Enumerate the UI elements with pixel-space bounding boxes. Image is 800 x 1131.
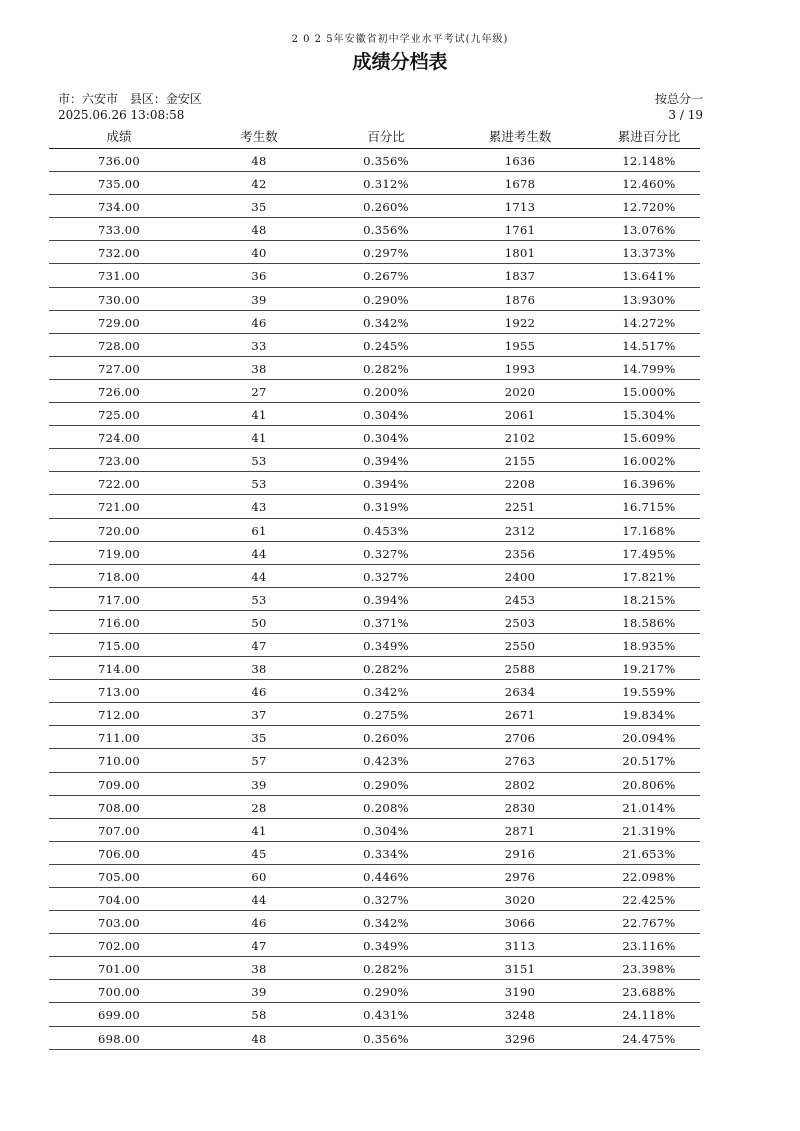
cell-score: 705.00: [97, 869, 141, 884]
cell-cumulative-percent: 18.586%: [622, 615, 676, 630]
cell-score: 717.00: [97, 592, 141, 607]
cell-cumulative-percent: 14.799%: [622, 361, 676, 376]
cell-score: 719.00: [97, 546, 141, 561]
cell-count: 40: [251, 246, 267, 261]
cell-percent: 0.290%: [363, 292, 409, 307]
cell-count: 47: [251, 638, 267, 653]
table-row: [49, 403, 700, 426]
cell-percent: 0.208%: [363, 800, 409, 815]
table-row: [49, 495, 700, 518]
table-row: [49, 542, 700, 565]
cell-score: 727.00: [97, 361, 141, 376]
cell-cumulative-percent: 22.098%: [622, 869, 676, 884]
cell-count: 48: [251, 154, 267, 168]
cell-cumulative-percent: 13.076%: [622, 223, 676, 238]
cell-cumulative-count: 2453: [504, 592, 536, 607]
cell-cumulative-count: 3151: [504, 962, 536, 977]
cell-cumulative-percent: 16.002%: [622, 454, 676, 469]
cell-cumulative-percent: 21.319%: [622, 823, 676, 838]
table-row: [49, 172, 700, 195]
cell-percent: 0.394%: [363, 592, 409, 607]
table-row: [49, 218, 700, 241]
table-row: [49, 934, 700, 957]
table-row: [49, 288, 700, 311]
cell-cumulative-percent: 19.217%: [622, 662, 676, 677]
cell-score: 698.00: [97, 1031, 141, 1046]
cell-percent: 0.245%: [363, 338, 409, 353]
cell-cumulative-percent: 18.215%: [622, 592, 676, 607]
cell-cumulative-count: 2976: [504, 869, 536, 884]
cell-score: 730.00: [97, 292, 141, 307]
cell-percent: 0.290%: [363, 985, 409, 1000]
cell-percent: 0.394%: [363, 477, 409, 492]
cell-count: 28: [251, 800, 267, 815]
table-row: [49, 888, 700, 911]
table-row: [49, 634, 700, 657]
cell-cumulative-percent: 13.641%: [622, 269, 676, 284]
cell-cumulative-percent: 22.425%: [622, 893, 676, 907]
cell-count: 58: [251, 1008, 267, 1023]
cell-percent: 0.356%: [363, 1031, 409, 1046]
cell-cumulative-count: 2503: [504, 615, 536, 630]
cell-cumulative-percent: 15.304%: [622, 408, 676, 423]
cell-score: 725.00: [97, 408, 141, 423]
cell-cumulative-count: 1955: [504, 338, 536, 353]
table-row: [49, 865, 700, 888]
cell-score: 701.00: [97, 962, 141, 977]
cell-cumulative-count: 2550: [504, 638, 536, 653]
cell-score: 706.00: [97, 846, 141, 861]
cell-score: 713.00: [97, 685, 141, 700]
cell-score: 712.00: [97, 708, 141, 723]
cell-cumulative-count: 1761: [504, 223, 536, 238]
cell-cumulative-percent: 20.517%: [622, 754, 676, 769]
table-row: [49, 842, 700, 865]
report-subtitle: 2 0 2 5年安徽省初中学业水平考试(九年级): [291, 34, 509, 45]
cell-score: 707.00: [97, 823, 141, 838]
cell-score: 735.00: [97, 177, 141, 192]
cell-count: 42: [251, 177, 267, 192]
cell-percent: 0.431%: [363, 1008, 409, 1023]
cell-score: 718.00: [97, 569, 141, 584]
cell-cumulative-count: 3066: [504, 916, 536, 931]
cell-cumulative-percent: 17.168%: [622, 523, 676, 538]
cell-score: 734.00: [97, 200, 141, 215]
table-row: [49, 311, 700, 334]
cell-cumulative-percent: 14.272%: [622, 315, 676, 330]
cell-score: 715.00: [97, 638, 141, 653]
table-row: [49, 149, 700, 172]
cell-cumulative-percent: 24.118%: [622, 1008, 676, 1023]
column-header-percent: 百分比: [367, 129, 405, 144]
cell-score: 708.00: [97, 800, 141, 815]
cell-cumulative-percent: 19.834%: [622, 708, 676, 723]
page-indicator: 3 / 19: [668, 108, 703, 122]
cell-cumulative-count: 1636: [504, 154, 536, 168]
cell-percent: 0.342%: [363, 315, 409, 330]
cell-percent: 0.356%: [363, 223, 409, 238]
table-row: [49, 726, 700, 749]
cell-cumulative-count: 2251: [504, 500, 536, 515]
cell-count: 61: [251, 523, 267, 538]
cell-cumulative-percent: 20.094%: [622, 731, 676, 746]
cell-cumulative-count: 2588: [504, 662, 536, 677]
table-row: [49, 657, 700, 680]
cell-cumulative-percent: 12.148%: [622, 154, 676, 168]
cell-percent: 0.327%: [363, 546, 409, 561]
table-row: [49, 1003, 700, 1026]
cell-cumulative-count: 1801: [504, 246, 536, 261]
column-header-cumulative-count: 累进考生数: [488, 129, 552, 144]
cell-score: 703.00: [97, 916, 141, 931]
cell-cumulative-count: 2356: [504, 546, 536, 561]
cell-cumulative-count: 2208: [504, 477, 536, 492]
cell-cumulative-count: 2763: [504, 754, 536, 769]
cell-cumulative-percent: 15.000%: [622, 384, 676, 399]
cell-cumulative-percent: 12.460%: [622, 177, 676, 192]
cell-cumulative-count: 1993: [504, 361, 536, 376]
cell-cumulative-count: 1837: [504, 269, 536, 284]
cell-score: 699.00: [97, 1008, 141, 1023]
table-row: [49, 334, 700, 357]
cell-percent: 0.304%: [363, 408, 409, 423]
cell-percent: 0.327%: [363, 893, 409, 907]
cell-cumulative-percent: 14.517%: [622, 338, 676, 353]
cell-percent: 0.349%: [363, 939, 409, 954]
cell-cumulative-count: 2634: [504, 685, 536, 700]
cell-score: 732.00: [97, 246, 141, 261]
cell-score: 709.00: [97, 777, 141, 792]
table-row: [49, 195, 700, 218]
table-row: [49, 611, 700, 634]
cell-cumulative-percent: 18.935%: [622, 638, 676, 653]
cell-count: 53: [251, 592, 267, 607]
cell-count: 27: [251, 384, 267, 399]
cell-count: 35: [251, 200, 267, 215]
table-row: [49, 680, 700, 703]
cell-cumulative-count: 2155: [504, 454, 536, 469]
cell-cumulative-count: 3248: [504, 1008, 536, 1023]
cell-cumulative-count: 1922: [504, 315, 536, 330]
cell-score: 729.00: [97, 315, 141, 330]
cell-cumulative-percent: 21.653%: [622, 846, 676, 861]
cell-count: 46: [251, 315, 267, 330]
cell-count: 33: [251, 338, 267, 353]
cell-percent: 0.260%: [363, 200, 409, 215]
cell-count: 38: [251, 962, 267, 977]
cell-cumulative-percent: 20.806%: [622, 777, 676, 792]
cell-cumulative-count: 2312: [504, 523, 536, 538]
cell-count: 60: [251, 869, 267, 884]
cell-count: 45: [251, 846, 267, 861]
cell-count: 53: [251, 454, 267, 469]
cell-count: 46: [251, 916, 267, 931]
cell-percent: 0.282%: [363, 962, 409, 977]
cell-percent: 0.267%: [363, 269, 409, 284]
cell-count: 48: [251, 223, 267, 238]
cell-cumulative-count: 2830: [504, 800, 536, 815]
location-line: [58, 91, 210, 107]
cell-score: 711.00: [97, 731, 141, 746]
cell-cumulative-percent: 16.396%: [622, 477, 676, 492]
table-row: [49, 819, 700, 842]
table-row: [49, 749, 700, 772]
cell-cumulative-count: 1713: [504, 200, 536, 215]
cell-count: 41: [251, 408, 267, 423]
cell-cumulative-count: 2802: [504, 777, 536, 792]
table-row: [49, 426, 700, 449]
cell-cumulative-percent: 16.715%: [622, 500, 676, 515]
cell-cumulative-percent: 13.930%: [622, 292, 676, 307]
cell-cumulative-count: 3190: [504, 985, 536, 1000]
table-row: [49, 911, 700, 934]
cell-percent: 0.334%: [363, 846, 409, 861]
table-row: [49, 357, 700, 380]
cell-count: 48: [251, 1031, 267, 1046]
cell-cumulative-percent: 24.475%: [622, 1031, 676, 1046]
cell-score: 736.00: [97, 154, 141, 168]
district-label: 县区：金安区: [129, 92, 202, 106]
cell-percent: 0.282%: [363, 361, 409, 376]
cell-count: 50: [251, 615, 267, 630]
cell-percent: 0.342%: [363, 916, 409, 931]
cell-percent: 0.453%: [363, 523, 409, 538]
cell-score: 716.00: [97, 615, 141, 630]
cell-cumulative-percent: 23.116%: [622, 939, 676, 954]
cell-percent: 0.349%: [363, 638, 409, 653]
table-row: [49, 773, 700, 796]
cell-percent: 0.356%: [363, 154, 409, 168]
cell-cumulative-count: 3113: [504, 939, 536, 954]
cell-score: 721.00: [97, 500, 141, 515]
cell-cumulative-count: 2916: [504, 846, 536, 861]
report-title: 成绩分档表: [352, 51, 448, 73]
table-row: [49, 565, 700, 588]
cell-score: 731.00: [97, 269, 141, 284]
cell-count: 35: [251, 731, 267, 746]
table-header: [49, 125, 700, 149]
cell-cumulative-count: 2102: [504, 431, 536, 446]
score-table: [49, 125, 700, 1050]
cell-cumulative-percent: 17.495%: [622, 546, 676, 561]
cell-percent: 0.371%: [363, 615, 409, 630]
cell-percent: 0.290%: [363, 777, 409, 792]
cell-percent: 0.260%: [363, 731, 409, 746]
cell-cumulative-count: 2871: [504, 823, 536, 838]
cell-percent: 0.304%: [363, 431, 409, 446]
report-meta-right: [655, 91, 703, 123]
cell-score: 700.00: [97, 985, 141, 1000]
column-header-score: 成绩: [106, 129, 132, 144]
cell-cumulative-percent: 21.014%: [622, 800, 676, 815]
cell-score: 702.00: [97, 939, 141, 954]
cell-cumulative-count: 2671: [504, 708, 536, 723]
sort-label: 按总分一: [654, 92, 703, 106]
table-body: [49, 149, 700, 1050]
table-row: [49, 1027, 700, 1050]
cell-score: 714.00: [97, 662, 141, 677]
column-header-count: 考生数: [240, 129, 278, 144]
cell-percent: 0.342%: [363, 685, 409, 700]
cell-count: 44: [251, 546, 267, 561]
cell-cumulative-count: 2020: [504, 384, 536, 399]
table-row: [49, 519, 700, 542]
cell-score: 704.00: [97, 893, 141, 907]
cell-score: 723.00: [97, 454, 141, 469]
table-row: [49, 449, 700, 472]
cell-count: 41: [251, 431, 267, 446]
cell-percent: 0.282%: [363, 662, 409, 677]
cell-count: 57: [251, 754, 267, 769]
cell-percent: 0.446%: [363, 869, 409, 884]
cell-percent: 0.200%: [363, 384, 409, 399]
cell-cumulative-count: 3020: [504, 893, 536, 907]
table-row: [49, 796, 700, 819]
report-meta-left: [58, 91, 210, 123]
city-label: 市：六安市: [58, 92, 119, 106]
table-row: [49, 241, 700, 264]
cell-count: 38: [251, 662, 267, 677]
cell-count: 39: [251, 292, 267, 307]
cell-cumulative-percent: 17.821%: [622, 569, 676, 584]
cell-cumulative-percent: 12.720%: [622, 200, 676, 215]
cell-score: 728.00: [97, 338, 141, 353]
cell-count: 41: [251, 823, 267, 838]
cell-cumulative-count: 2706: [504, 731, 536, 746]
table-row: [49, 703, 700, 726]
table-row: [49, 264, 700, 287]
cell-count: 39: [251, 777, 267, 792]
cell-count: 39: [251, 985, 267, 1000]
cell-cumulative-percent: 19.559%: [622, 685, 676, 700]
cell-count: 36: [251, 269, 267, 284]
cell-percent: 0.275%: [363, 708, 409, 723]
cell-score: 722.00: [97, 477, 141, 492]
cell-cumulative-count: 1678: [504, 177, 536, 192]
cell-percent: 0.312%: [363, 177, 409, 192]
cell-percent: 0.297%: [363, 246, 409, 261]
cell-score: 726.00: [97, 384, 141, 399]
table-row: [49, 957, 700, 980]
cell-score: 724.00: [97, 431, 141, 446]
table-row: [49, 472, 700, 495]
cell-cumulative-count: 1876: [504, 292, 536, 307]
cell-percent: 0.394%: [363, 454, 409, 469]
cell-cumulative-percent: 15.609%: [622, 431, 676, 446]
cell-percent: 0.423%: [363, 754, 409, 769]
report-datetime: 2025.06.26 13:08:58: [58, 108, 185, 122]
column-header-cumulative-percent: 累进百分比: [617, 129, 681, 144]
table-row: [49, 588, 700, 611]
cell-cumulative-percent: 23.398%: [622, 962, 676, 977]
cell-score: 710.00: [97, 754, 141, 769]
cell-score: 720.00: [97, 523, 141, 538]
cell-percent: 0.319%: [363, 500, 409, 515]
cell-count: 37: [251, 708, 267, 723]
cell-count: 43: [251, 500, 267, 515]
table-row: [49, 380, 700, 403]
cell-count: 53: [251, 477, 267, 492]
cell-cumulative-percent: 23.688%: [622, 985, 676, 1000]
cell-percent: 0.304%: [363, 823, 409, 838]
cell-count: 47: [251, 939, 267, 954]
cell-cumulative-count: 2061: [504, 408, 536, 423]
cell-cumulative-count: 2400: [504, 569, 536, 584]
cell-count: 38: [251, 361, 267, 376]
cell-score: 733.00: [97, 223, 141, 238]
cell-count: 44: [251, 569, 267, 584]
cell-percent: 0.327%: [363, 569, 409, 584]
table-row: [49, 980, 700, 1003]
cell-cumulative-percent: 22.767%: [622, 916, 676, 931]
cell-cumulative-percent: 13.373%: [622, 246, 676, 261]
cell-cumulative-count: 3296: [504, 1031, 536, 1046]
cell-count: 46: [251, 685, 267, 700]
cell-count: 44: [251, 893, 267, 907]
